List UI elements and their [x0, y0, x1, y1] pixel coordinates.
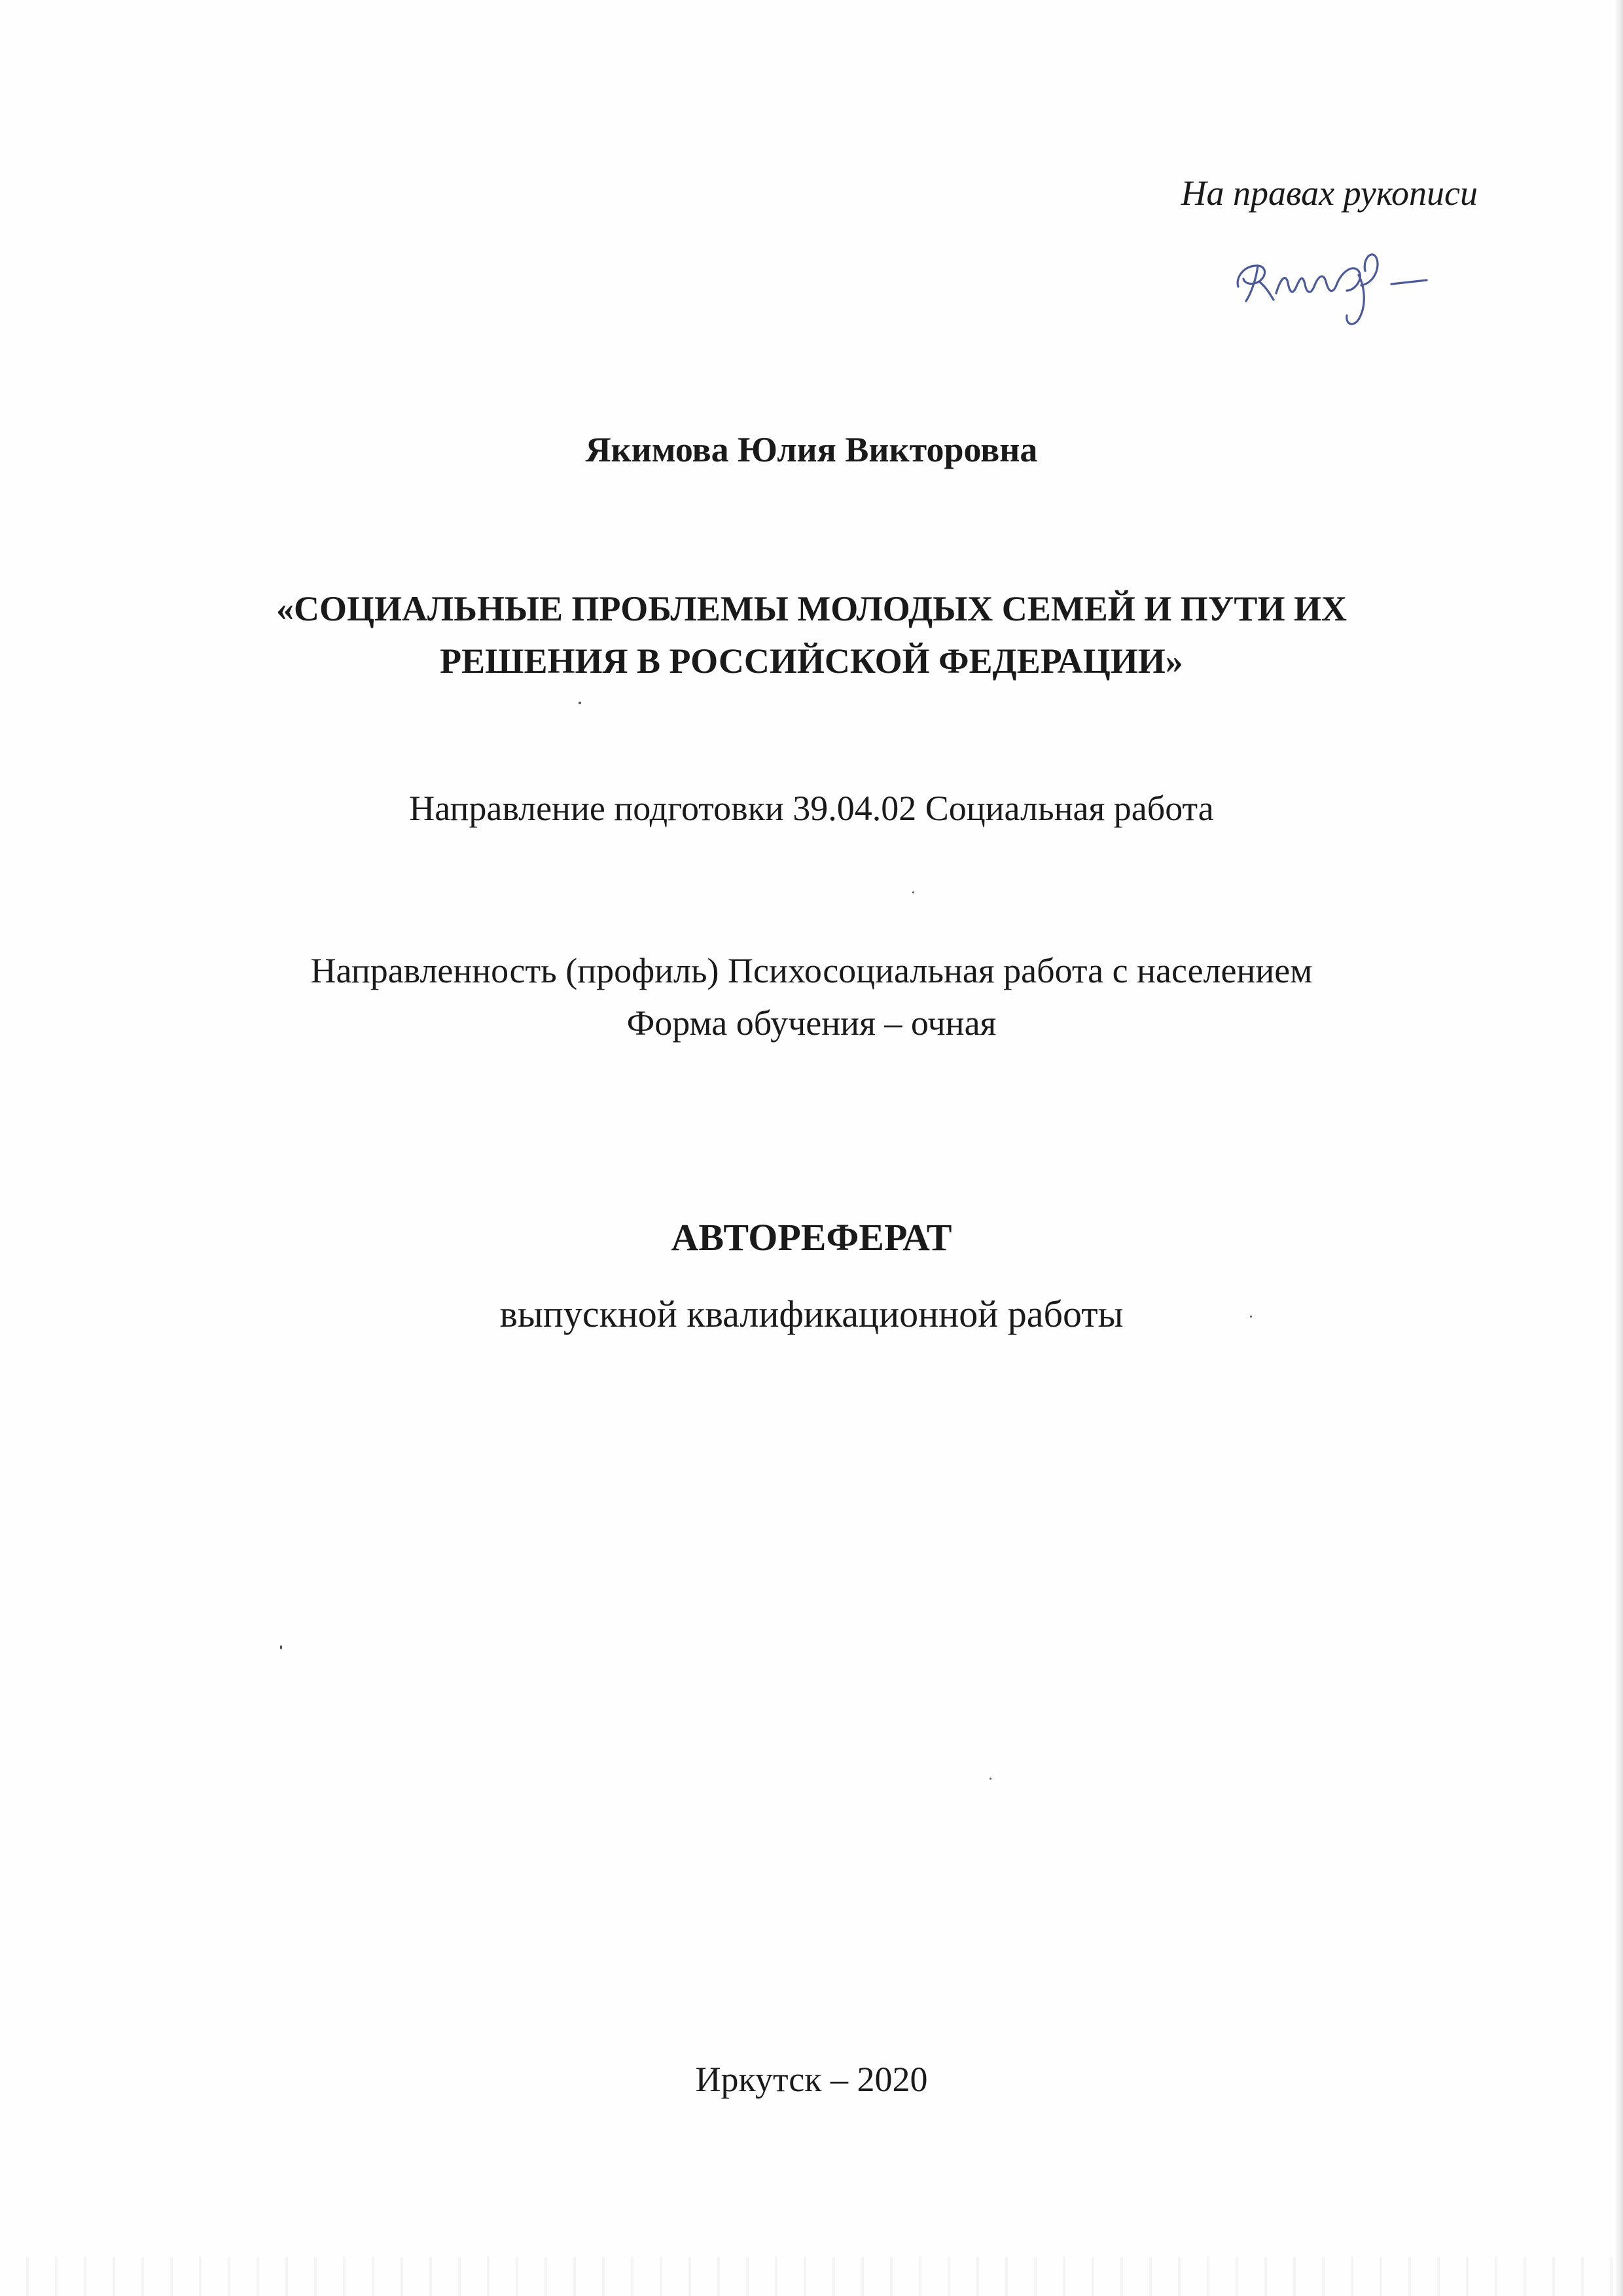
author-name: Якимова Юлия Викторовна [585, 430, 1038, 469]
scan-speck [990, 1778, 991, 1780]
study-form: Форма обучения – очная [626, 1003, 997, 1043]
study-profile-block [0, 944, 1623, 1049]
manuscript-rights-note: На правах рукописи [1181, 173, 1478, 213]
thesis-title [0, 583, 1623, 687]
thesis-title-line-1: «СОЦИАЛЬНЫЕ ПРОБЛЕМЫ МОЛОДЫХ СЕМЕЙ И ПУТИ ИХ [276, 589, 1347, 628]
scan-speck [1250, 1316, 1252, 1318]
document-subtype: выпускной квалификационной работы [499, 1293, 1124, 1335]
handwritten-signature [1230, 223, 1472, 334]
scan-bottom-noise [0, 2257, 1623, 2296]
study-direction: Направление подготовки 39.04.02 Социальная работа [409, 789, 1214, 828]
city-and-year: Иркутск – 2020 [695, 2060, 928, 2099]
scan-speck [912, 891, 914, 893]
thesis-title-line-2: РЕШЕНИЯ В РОССИЙСКОЙ ФЕДЕРАЦИИ» [440, 641, 1183, 681]
scan-speck [280, 1645, 282, 1649]
document-type-heading: АВТОРЕФЕРАТ [671, 1216, 952, 1259]
scan-speck [579, 702, 581, 704]
study-profile: Направленность (профиль) Психосоциальная работа с населением [310, 951, 1313, 990]
scan-edge-shadow [1614, 0, 1623, 2296]
